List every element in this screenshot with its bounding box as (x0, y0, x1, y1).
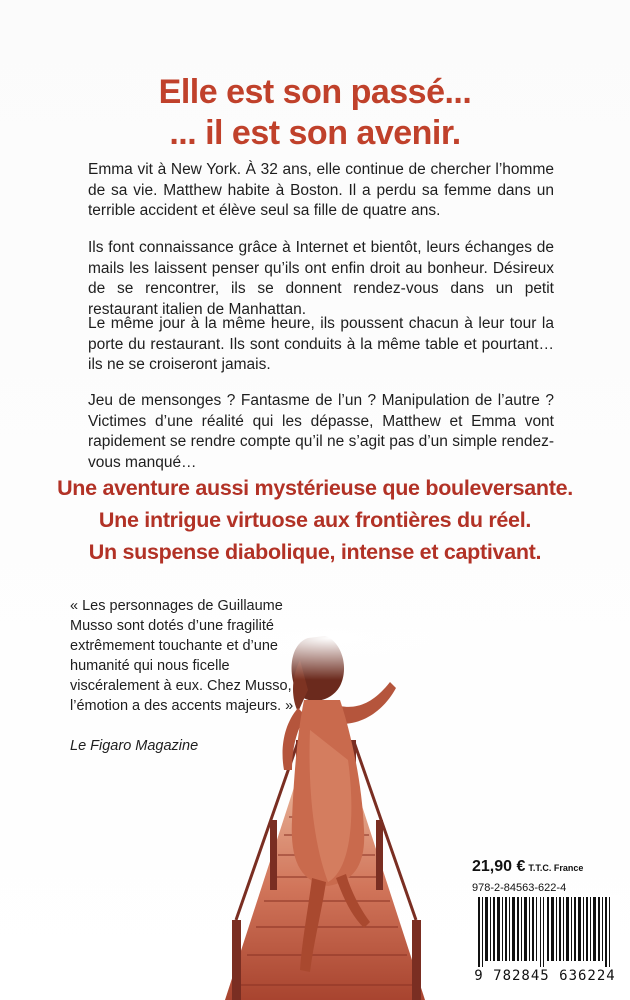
barcode-bars (470, 895, 620, 967)
tagline-2: Une intrigue virtuose aux frontières du réel. (98, 508, 532, 532)
tagline-1: Une aventure aussi mystérieuse que bouleversante. (57, 476, 573, 500)
synopsis-paragraph-2: Ils font connaissance grâce à Internet et bientôt, leurs échanges de mails les laissent penser qu’ils ont enfin droit au bonheur. Désireux de se rencontrer, ils se donnent rendez-vous dans un petit restaurant italien de Manhattan. (88, 239, 554, 318)
synopsis-paragraph-3: Le même jour à la même heure, ils poussent chacun à leur tour la porte du restaurant. Ils sont conduits à la même table et pourtant… ils ne se croiseront jamais. (88, 315, 554, 373)
review-quote: « Les personnages de Guillaume Musso sont dotés d’une fragilité extrêmement touchante et d’une humanité qui nous ficelle viscéralement à eux. Chez Musso, l’émotion a des accents majeurs. » (70, 598, 294, 714)
review-source: Le Figaro Magazine (70, 738, 199, 754)
barcode-digits: 9 782845 636224 (470, 968, 620, 984)
synopsis-paragraph-4: Jeu de mensonges ? Fantasme de l’un ? Manipulation de l’autre ? Victimes d’une réalité qui les dépasse, Matthew et Emma vont rapidement se rendre compte qu’il ne s’agit pas d’un simple rendez-vous manqué… (88, 392, 554, 471)
price: 21,90 € (472, 858, 526, 875)
price-block (472, 858, 622, 894)
tagline-3: Un suspense diabolique, intense et captivant. (88, 540, 542, 564)
headline-line-2: ... il est son avenir. (169, 114, 461, 152)
isbn: 978-2-84563-622-4 (472, 882, 567, 894)
price-note: T.T.C. France (528, 863, 584, 873)
headline-line-1: Elle est son passé... (158, 73, 472, 111)
synopsis-paragraph-1: Emma vit à New York. À 32 ans, elle continue de chercher l’homme de sa vie. Matthew habite à Boston. Il a perdu sa femme dans un terrible accident et élève seul sa fille de quatre ans. (88, 161, 554, 219)
